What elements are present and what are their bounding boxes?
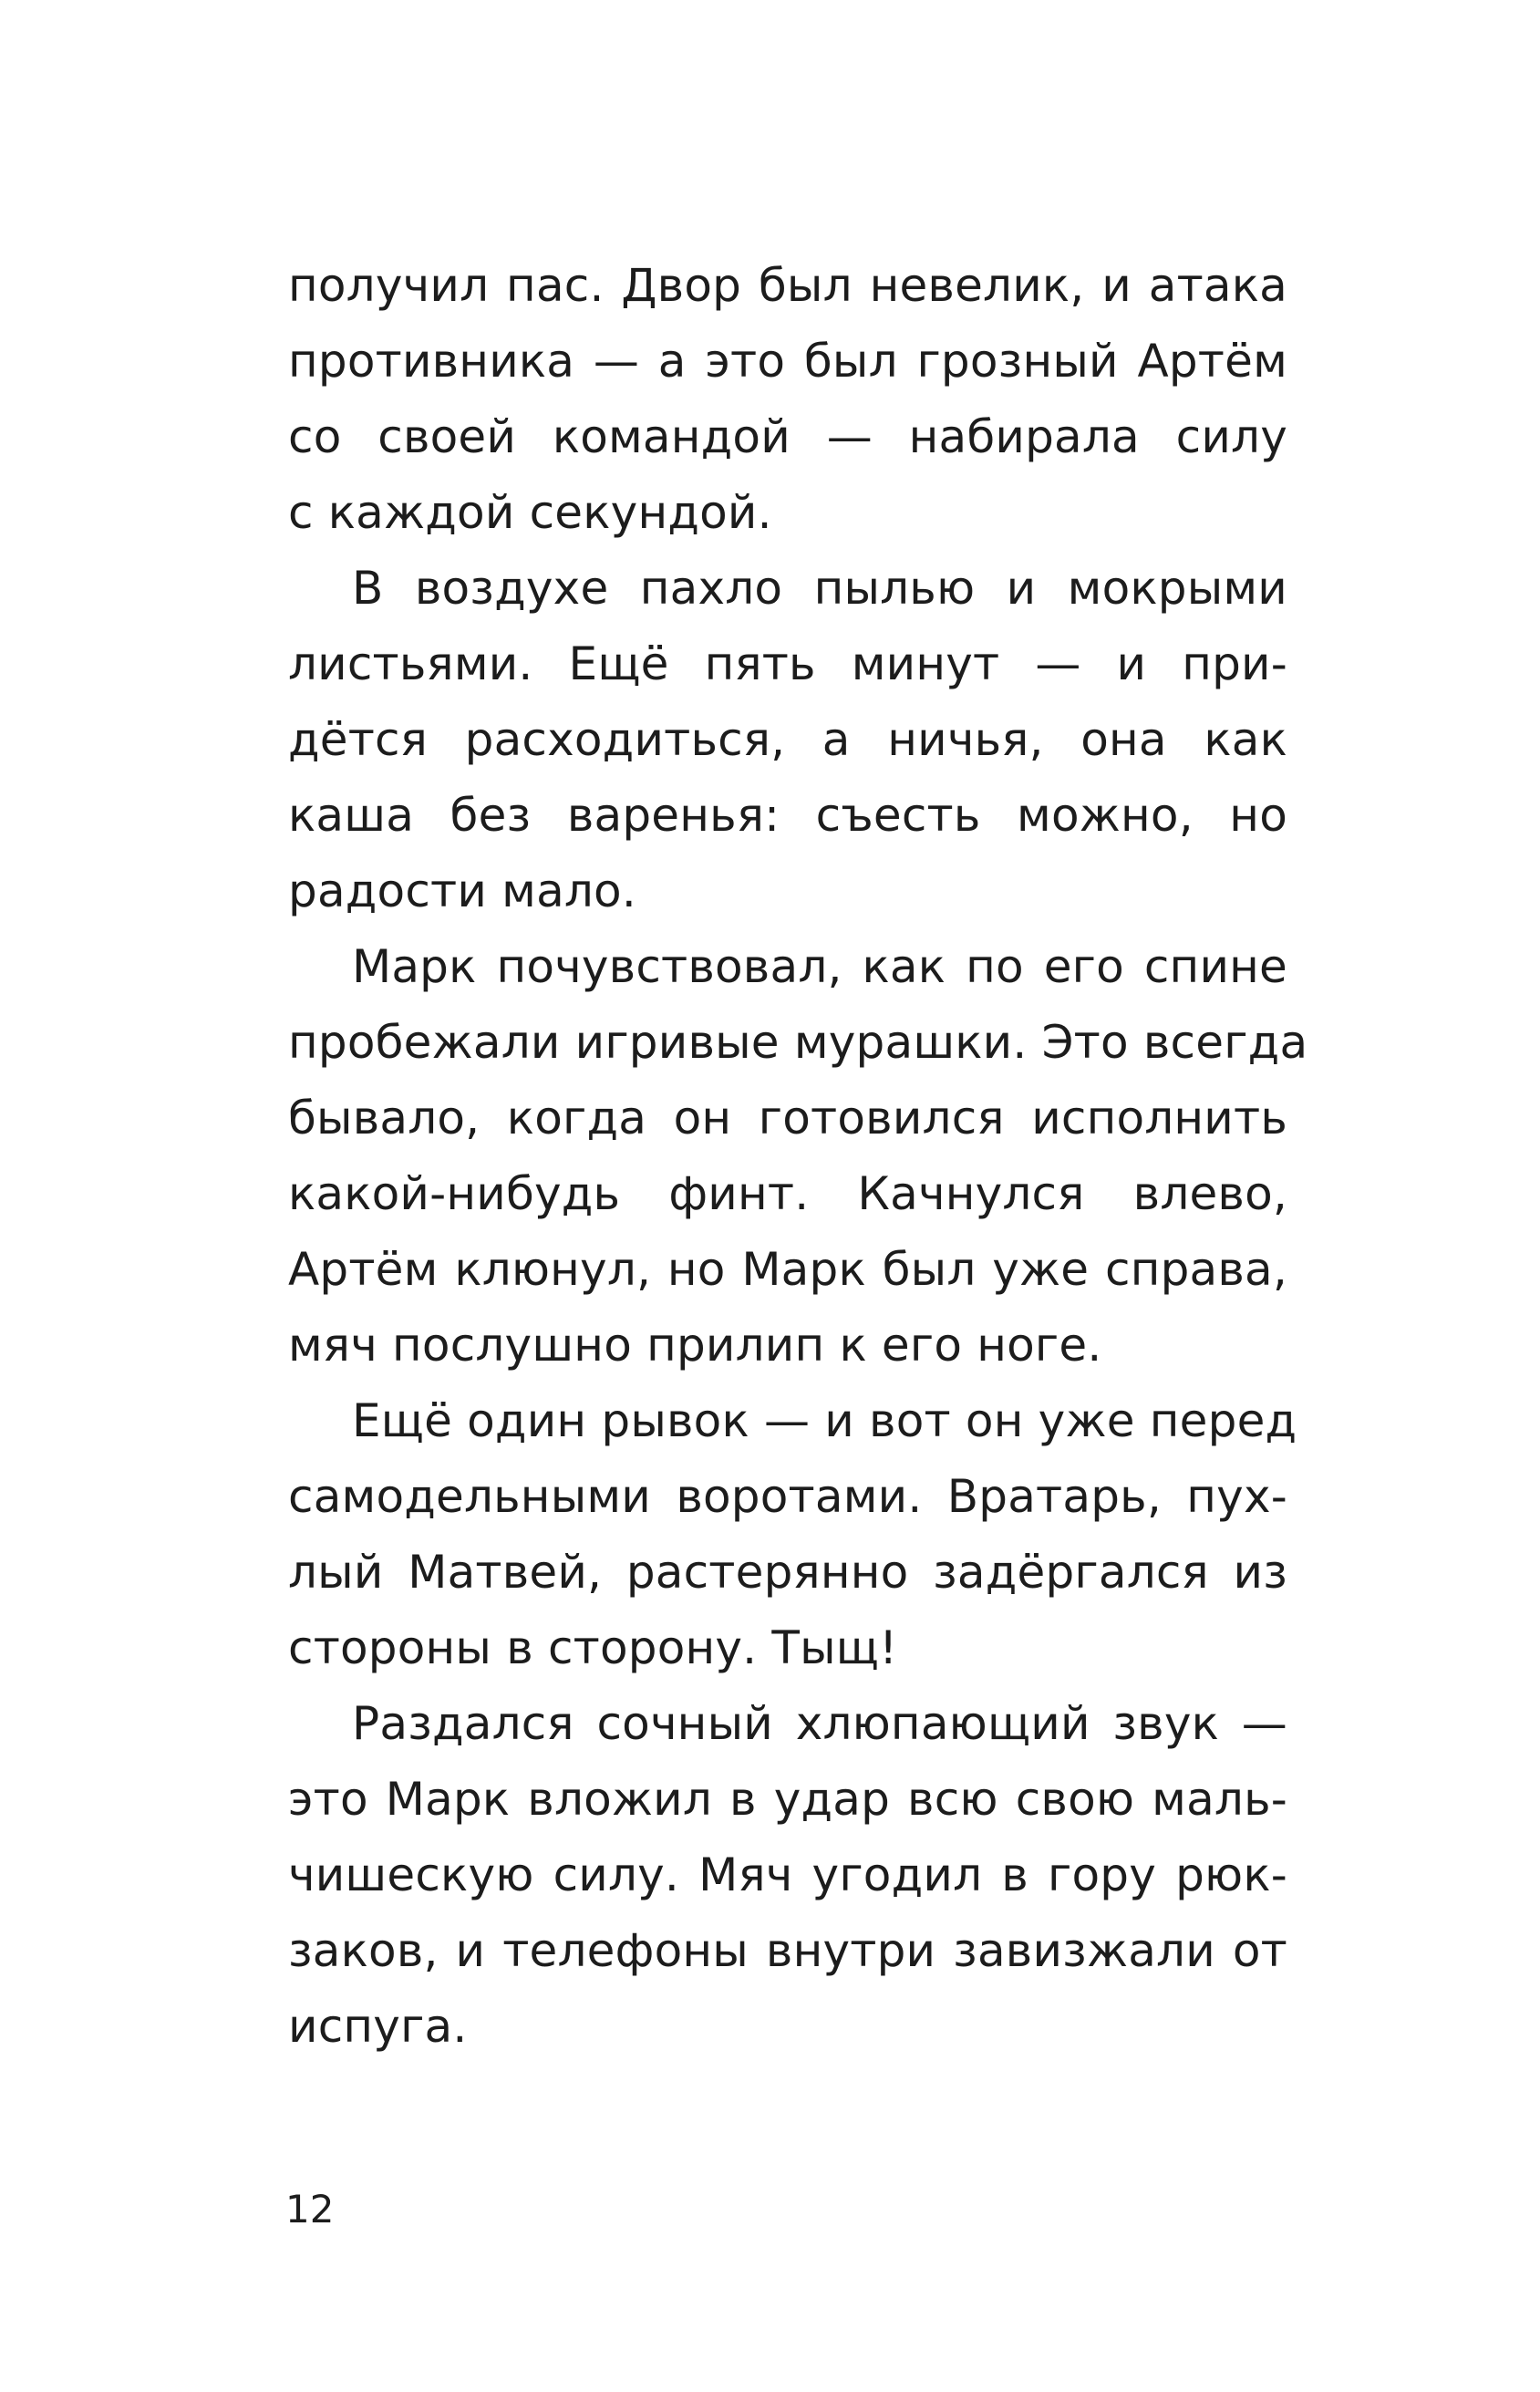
text-line: пробежали игривые мурашки. Это всегда	[288, 1016, 1308, 1069]
text-line: бывало, когда он готовился исполнить	[288, 1092, 1287, 1144]
text-line: Марк почувствовал, как по его спине	[352, 940, 1287, 993]
text-line: каша без варенья: съесть можно, но	[288, 789, 1287, 842]
text-line: стороны в сторону. Тыщ!	[288, 1621, 898, 1674]
text-line: с каждой секундой.	[288, 486, 772, 539]
text-line: самодельными воротами. Вратарь, пух-	[288, 1470, 1287, 1523]
text-line: получил пас. Двор был невелик, и атака	[288, 259, 1287, 312]
text-line: лый Матвей, растерянно задёргался из	[288, 1546, 1287, 1599]
text-line: Артём клюнул, но Марк был уже справа,	[288, 1243, 1287, 1296]
text-line: дётся расходиться, а ничья, она как	[288, 713, 1287, 766]
body-text	[288, 248, 1308, 2065]
text-line: какой-нибудь финт. Качнулся влево,	[288, 1167, 1287, 1220]
text-line: Раздался сочный хлюпающий звук —	[352, 1697, 1287, 1750]
text-line: листьями. Ещё пять минут — и при-	[288, 637, 1287, 690]
text-line: испуга.	[288, 2000, 468, 2053]
text-line: радости мало.	[288, 865, 636, 917]
text-line: противника — а это был грозный Артём	[288, 335, 1287, 388]
text-line: со своей командой — набирала силу	[288, 410, 1287, 463]
text-line: это Марк вложил в удар всю свою маль-	[288, 1773, 1287, 1826]
text-line: заков, и телефоны внутри завизжали от	[288, 1924, 1287, 1977]
text-line: Ещё один рывок — и вот он уже перед	[352, 1394, 1297, 1447]
page-number: 12	[285, 2187, 335, 2231]
text-line: В воздухе пахло пылью и мокрыми	[352, 562, 1287, 615]
text-line: мяч послушно прилип к его ноге.	[288, 1319, 1102, 1372]
text-line: чишескую силу. Мяч угодил в гору рюк-	[288, 1848, 1287, 1901]
